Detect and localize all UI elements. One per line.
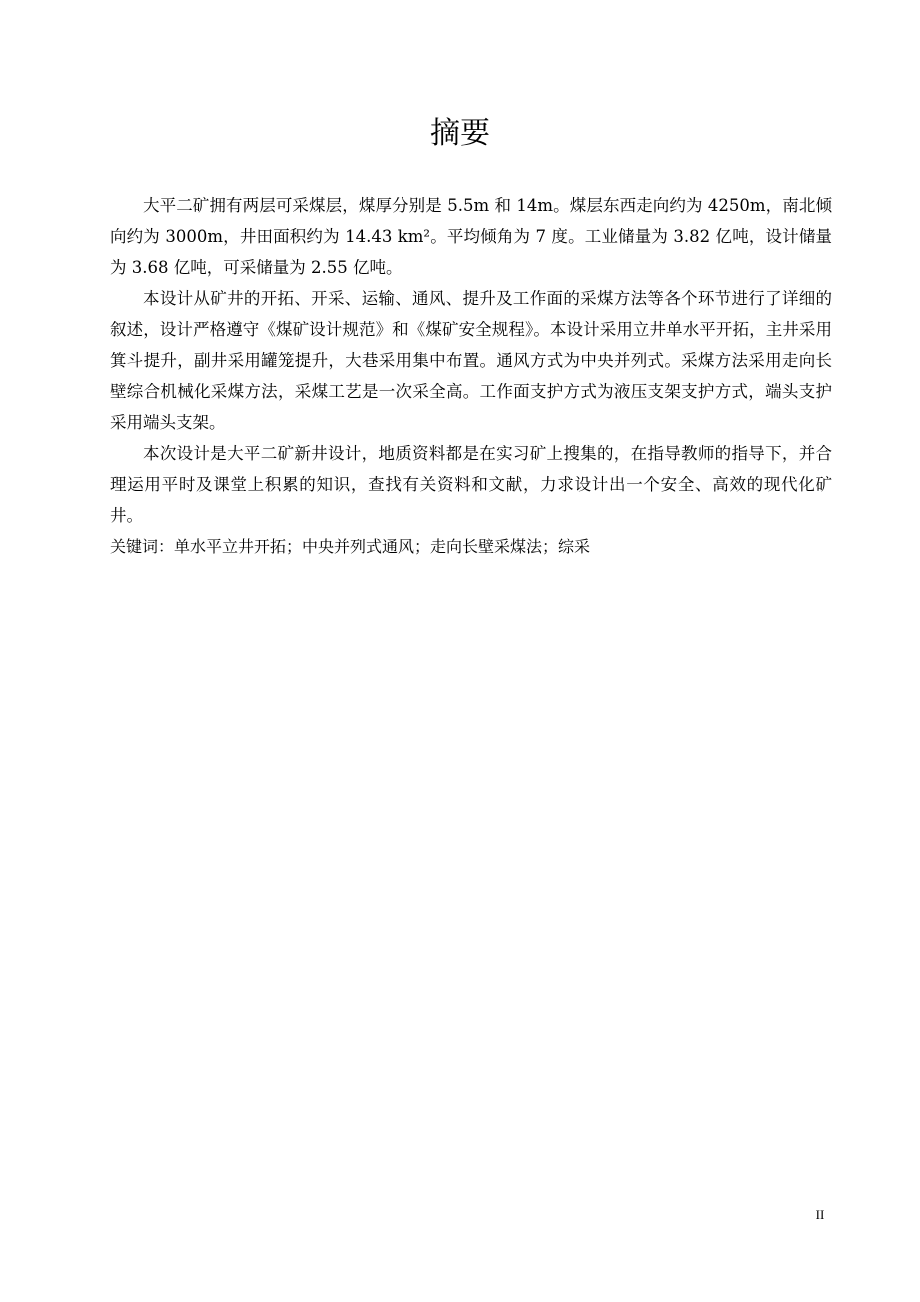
abstract-paragraph-1: 大平二矿拥有两层可采煤层，煤厚分别是 5.5m 和 14m。煤层东西走向约为 4250m，南北倾向约为 3000m，井田面积约为 14.43 km²。平均倾角为 7 度。工业储量为 3.82 亿吨，设计储量为 3.68 亿吨，可采储量为 2.55 亿吨。: [110, 196, 832, 277]
abstract-paragraph-2: 本设计从矿井的开拓、开采、运输、通风、提升及工作面的采煤方法等各个环节进行了详细的叙述，设计严格遵守《煤矿设计规范》和《煤矿安全规程》。本设计采用立井单水平开拓，主井采用箕斗提升，副井采用罐笼提升，大巷采用集中布置。通风方式为中央并列式。采煤方法采用走向长壁综合机械化采煤方法，采煤工艺是一次采全高。工作面支护方式为液压支架支护方式，端头支护采用端头支架。: [110, 289, 832, 432]
page-number: II: [815, 1207, 825, 1222]
abstract-paragraph-3: 本次设计是大平二矿新井设计，地质资料都是在实习矿上搜集的，在指导教师的指导下，并合理运用平时及课堂上积累的知识，查找有关资料和文献，力求设计出一个安全、高效的现代化矿井。: [110, 444, 832, 525]
keywords-line: 关键词：单水平立井开拓；中央并列式通风；走向长壁采煤法；综采: [110, 537, 591, 556]
abstract-body: [110, 190, 832, 562]
abstract-title: 摘要: [430, 116, 490, 151]
